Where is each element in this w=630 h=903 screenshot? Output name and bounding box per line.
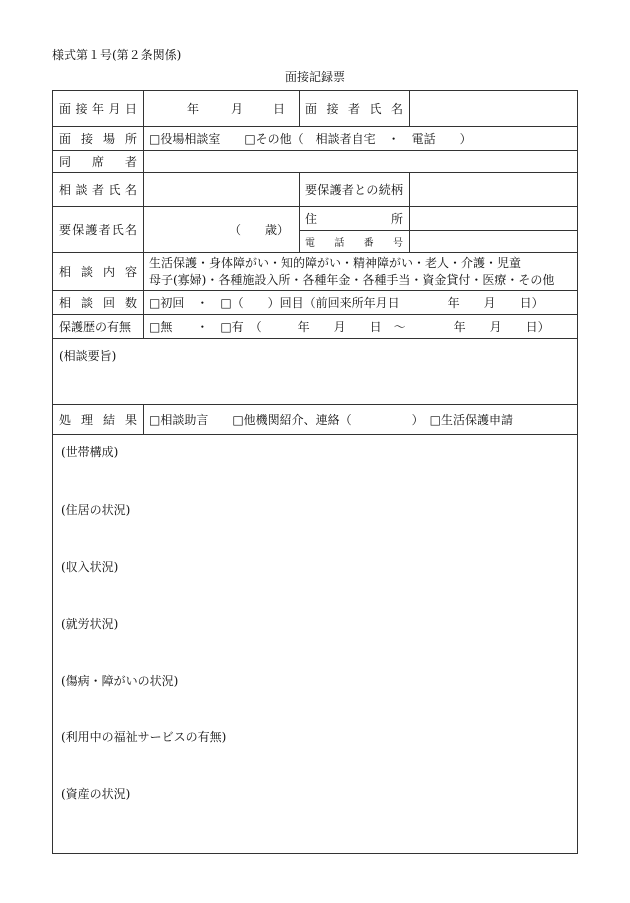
- label-phone: 電 話 番 号: [305, 237, 403, 249]
- result-options[interactable]: □相談助言 □他機関紹介、連絡（ ） □生活保護申請: [149, 413, 514, 427]
- section-housing: (住居の状況): [61, 503, 131, 517]
- row-interview-place: [53, 127, 577, 151]
- age-field: （ 歳）: [228, 223, 289, 237]
- label-summary: (相談要旨): [59, 349, 117, 363]
- row-summary[interactable]: [53, 339, 577, 405]
- label-interview-place: 面 接 場 所: [59, 132, 137, 146]
- section-employment: (就労状況): [61, 617, 119, 631]
- label-result: 処 理 結 果: [59, 413, 137, 427]
- section-illness: (傷病・障がいの状況): [61, 674, 179, 688]
- content-line-2: 母子(寡婦)・各種施設入所・各種年金・各種手当・資金貸付・医療・その他: [149, 272, 555, 287]
- place-options[interactable]: □役場相談室 □その他（ 相談者自宅 ・ 電話 ）: [149, 132, 472, 146]
- label-content: 相 談 内 容: [59, 265, 137, 279]
- label-relation: 要 保 護 者 と の 続 柄: [305, 183, 403, 197]
- row-protected-person: [53, 207, 577, 253]
- label-consult-count: 相 談 回 数: [59, 296, 137, 310]
- row-protection-history: [53, 315, 577, 339]
- consult-count-field[interactable]: □初回 ・ □（ ）回目（前回来所年月日 年 月 日）: [149, 296, 544, 310]
- protection-history-field[interactable]: □無 ・ □有 （ 年 月 日 ～ 年 月 日）: [149, 320, 550, 334]
- month-label: 月: [231, 102, 244, 116]
- row-consultant: [53, 173, 577, 207]
- label-interview-date: 面 接 年 月 日: [59, 102, 137, 116]
- day-label: 日: [273, 102, 286, 116]
- protected-name-field[interactable]: [143, 207, 299, 252]
- interview-form: [52, 90, 578, 854]
- row-interview-date: [53, 91, 577, 127]
- attendee-field[interactable]: [143, 151, 577, 172]
- row-content: [53, 253, 577, 291]
- label-protected-name: 要 保 護 者 氏 名: [59, 223, 137, 237]
- section-assets: (資産の状況): [61, 787, 131, 801]
- section-welfare-services: (利用中の福祉サービスの有無): [61, 730, 227, 744]
- form-id: 様式第１号(第２条関係): [52, 48, 182, 62]
- content-options[interactable]: [143, 253, 577, 290]
- content-line-1: 生活保護・身体障がい・知的障がい・精神障がい・老人・介護・児童: [149, 255, 522, 270]
- label-consultant-name: 相 談 者 氏 名: [59, 183, 137, 197]
- phone-field[interactable]: [409, 230, 577, 252]
- row-result: [53, 405, 577, 435]
- label-attendee: 同 席 者: [59, 155, 137, 169]
- form-title: 面接記録票: [284, 70, 345, 84]
- label-interviewer-name: 面 接 者 氏 名: [305, 102, 403, 116]
- row-consult-count: [53, 291, 577, 315]
- label-address: 住 所: [305, 212, 403, 226]
- row-attendee: [53, 151, 577, 173]
- section-income: (収入状況): [61, 560, 119, 574]
- relation-field[interactable]: [409, 173, 577, 206]
- consultant-name-field[interactable]: [143, 173, 299, 206]
- label-protection-history: 保護歴の有無: [59, 320, 132, 334]
- notes-area[interactable]: [53, 435, 577, 853]
- address-field[interactable]: [409, 207, 577, 230]
- section-household: (世帯構成): [61, 445, 119, 459]
- year-label: 年: [187, 102, 200, 116]
- interviewer-name-field[interactable]: [409, 91, 577, 126]
